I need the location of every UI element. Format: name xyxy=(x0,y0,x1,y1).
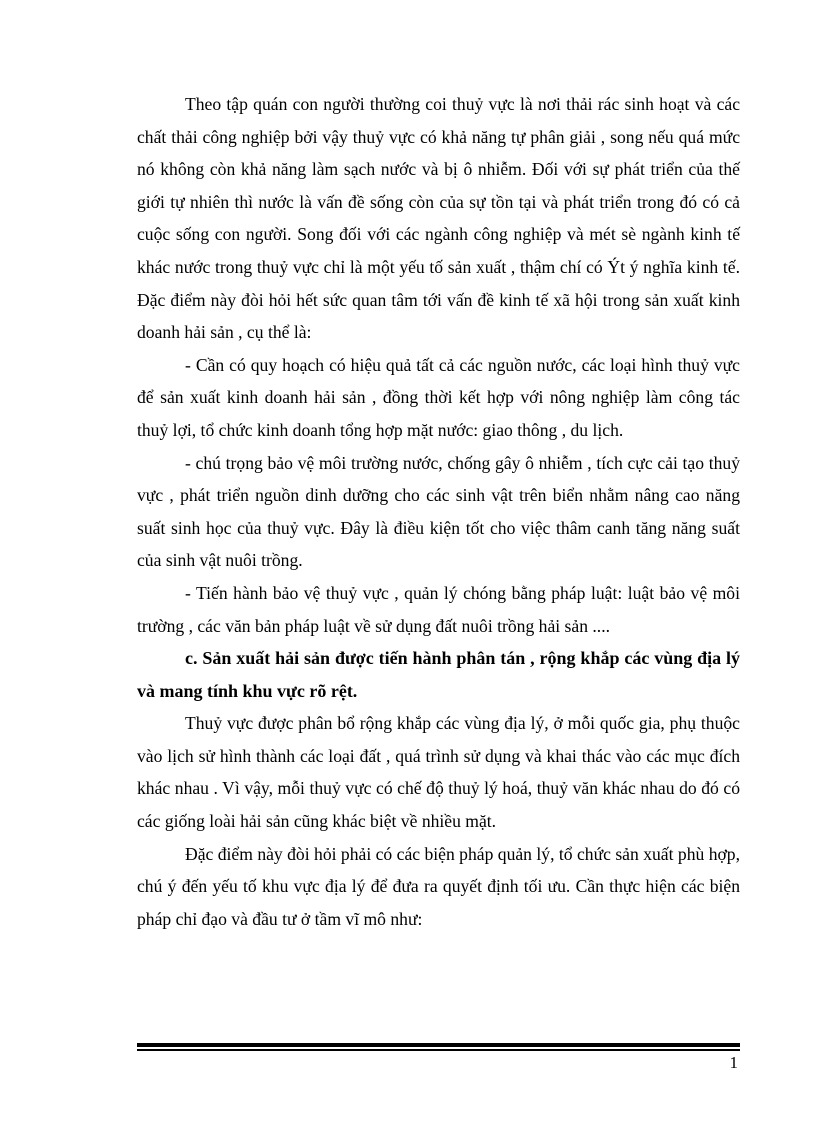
paragraph-measures: Đặc điểm này đòi hỏi phải có các biện pháp quản lý, tổ chức sản xuất phù hợp, chú ý đến yếu tố khu vực địa lý để đưa ra quyết định tối ưu. Cần thực hiện các biện pháp chỉ đạo và đầu tư ở tầm vĩ mô như: xyxy=(137,843,740,929)
section-heading-c: c. Sản xuất hải sản được tiến hành phân tán , rộng khắp các vùng địa lý và mang tính khu vực rõ rệt. xyxy=(137,648,740,701)
paragraph-distribution: Thuỷ vực được phân bổ rộng khắp các vùng địa lý, ở mỗi quốc gia, phụ thuộc vào lịch sử hình thành các loại đất , quá trình sử dụng và khai thác vào các mục đích khác nhau . Vì vậy, mỗi thuỷ vực có chế độ thuỷ lý hoá, thuỷ văn khác nhau do đó có các giống loài hải sản cũng khác biệt về nhiều mặt. xyxy=(137,713,740,832)
page-number: 1 xyxy=(729,1053,738,1072)
paragraph-intro: Theo tập quán con người thường coi thuỷ vực là nơi thải rác sinh hoạt và các chất thải công nghiệp bởi vậy thuỷ vực có khả năng tự phân giải , song nếu quá mức nó không còn khả năng làm sạch nước và bị ô nhiễm. Đối với sự phát triển của thế giới tự nhiên thì nước là vấn đề sống còn của sự tồn tại và phát triển trong đó có cả cuộc sống con người. Song đối với các ngành công nghiệp và mét sè ngành kinh tế khác nước trong thuỷ vực chỉ là một yếu tố sản xuất , thậm chí có Ýt ý nghĩa kinh tế. Đặc điểm này đòi hỏi hết sức quan tâm tới vấn đề kinh tế xã hội trong sản xuất kinh doanh hải sản , cụ thể là: xyxy=(137,94,740,343)
footer-divider-thin-line xyxy=(137,1049,740,1051)
footer-divider-thick-line xyxy=(137,1043,740,1047)
paragraph-bullet-planning: - Cần có quy hoạch có hiệu quả tất cả các nguồn nước, các loại hình thuỷ vực để sản xuất kinh doanh hải sản , đồng thời kết hợp với nông nghiệp làm công tác thuỷ lợi, tổ chức kinh doanh tổng hợp mặt nước: giao thông , du lịch. xyxy=(137,354,740,440)
footer-divider xyxy=(137,1043,740,1052)
paragraph-bullet-protection: - chú trọng bảo vệ môi trường nước, chống gây ô nhiễm , tích cực cải tạo thuỷ vực , phát triển nguồn dinh dưỡng cho các sinh vật trên biển nhằm nâng cao năng suất sinh học của thuỷ vực. Đây là điều kiện tốt cho việc thâm canh tăng năng suất của sinh vật nuôi trồng. xyxy=(137,452,740,571)
body-text xyxy=(137,88,740,935)
paragraph-bullet-law: - Tiến hành bảo vệ thuỷ vực , quản lý chóng bằng pháp luật: luật bảo vệ môi trường , các văn bản pháp luật về sử dụng đất nuôi trồng hải sản .... xyxy=(137,582,740,636)
